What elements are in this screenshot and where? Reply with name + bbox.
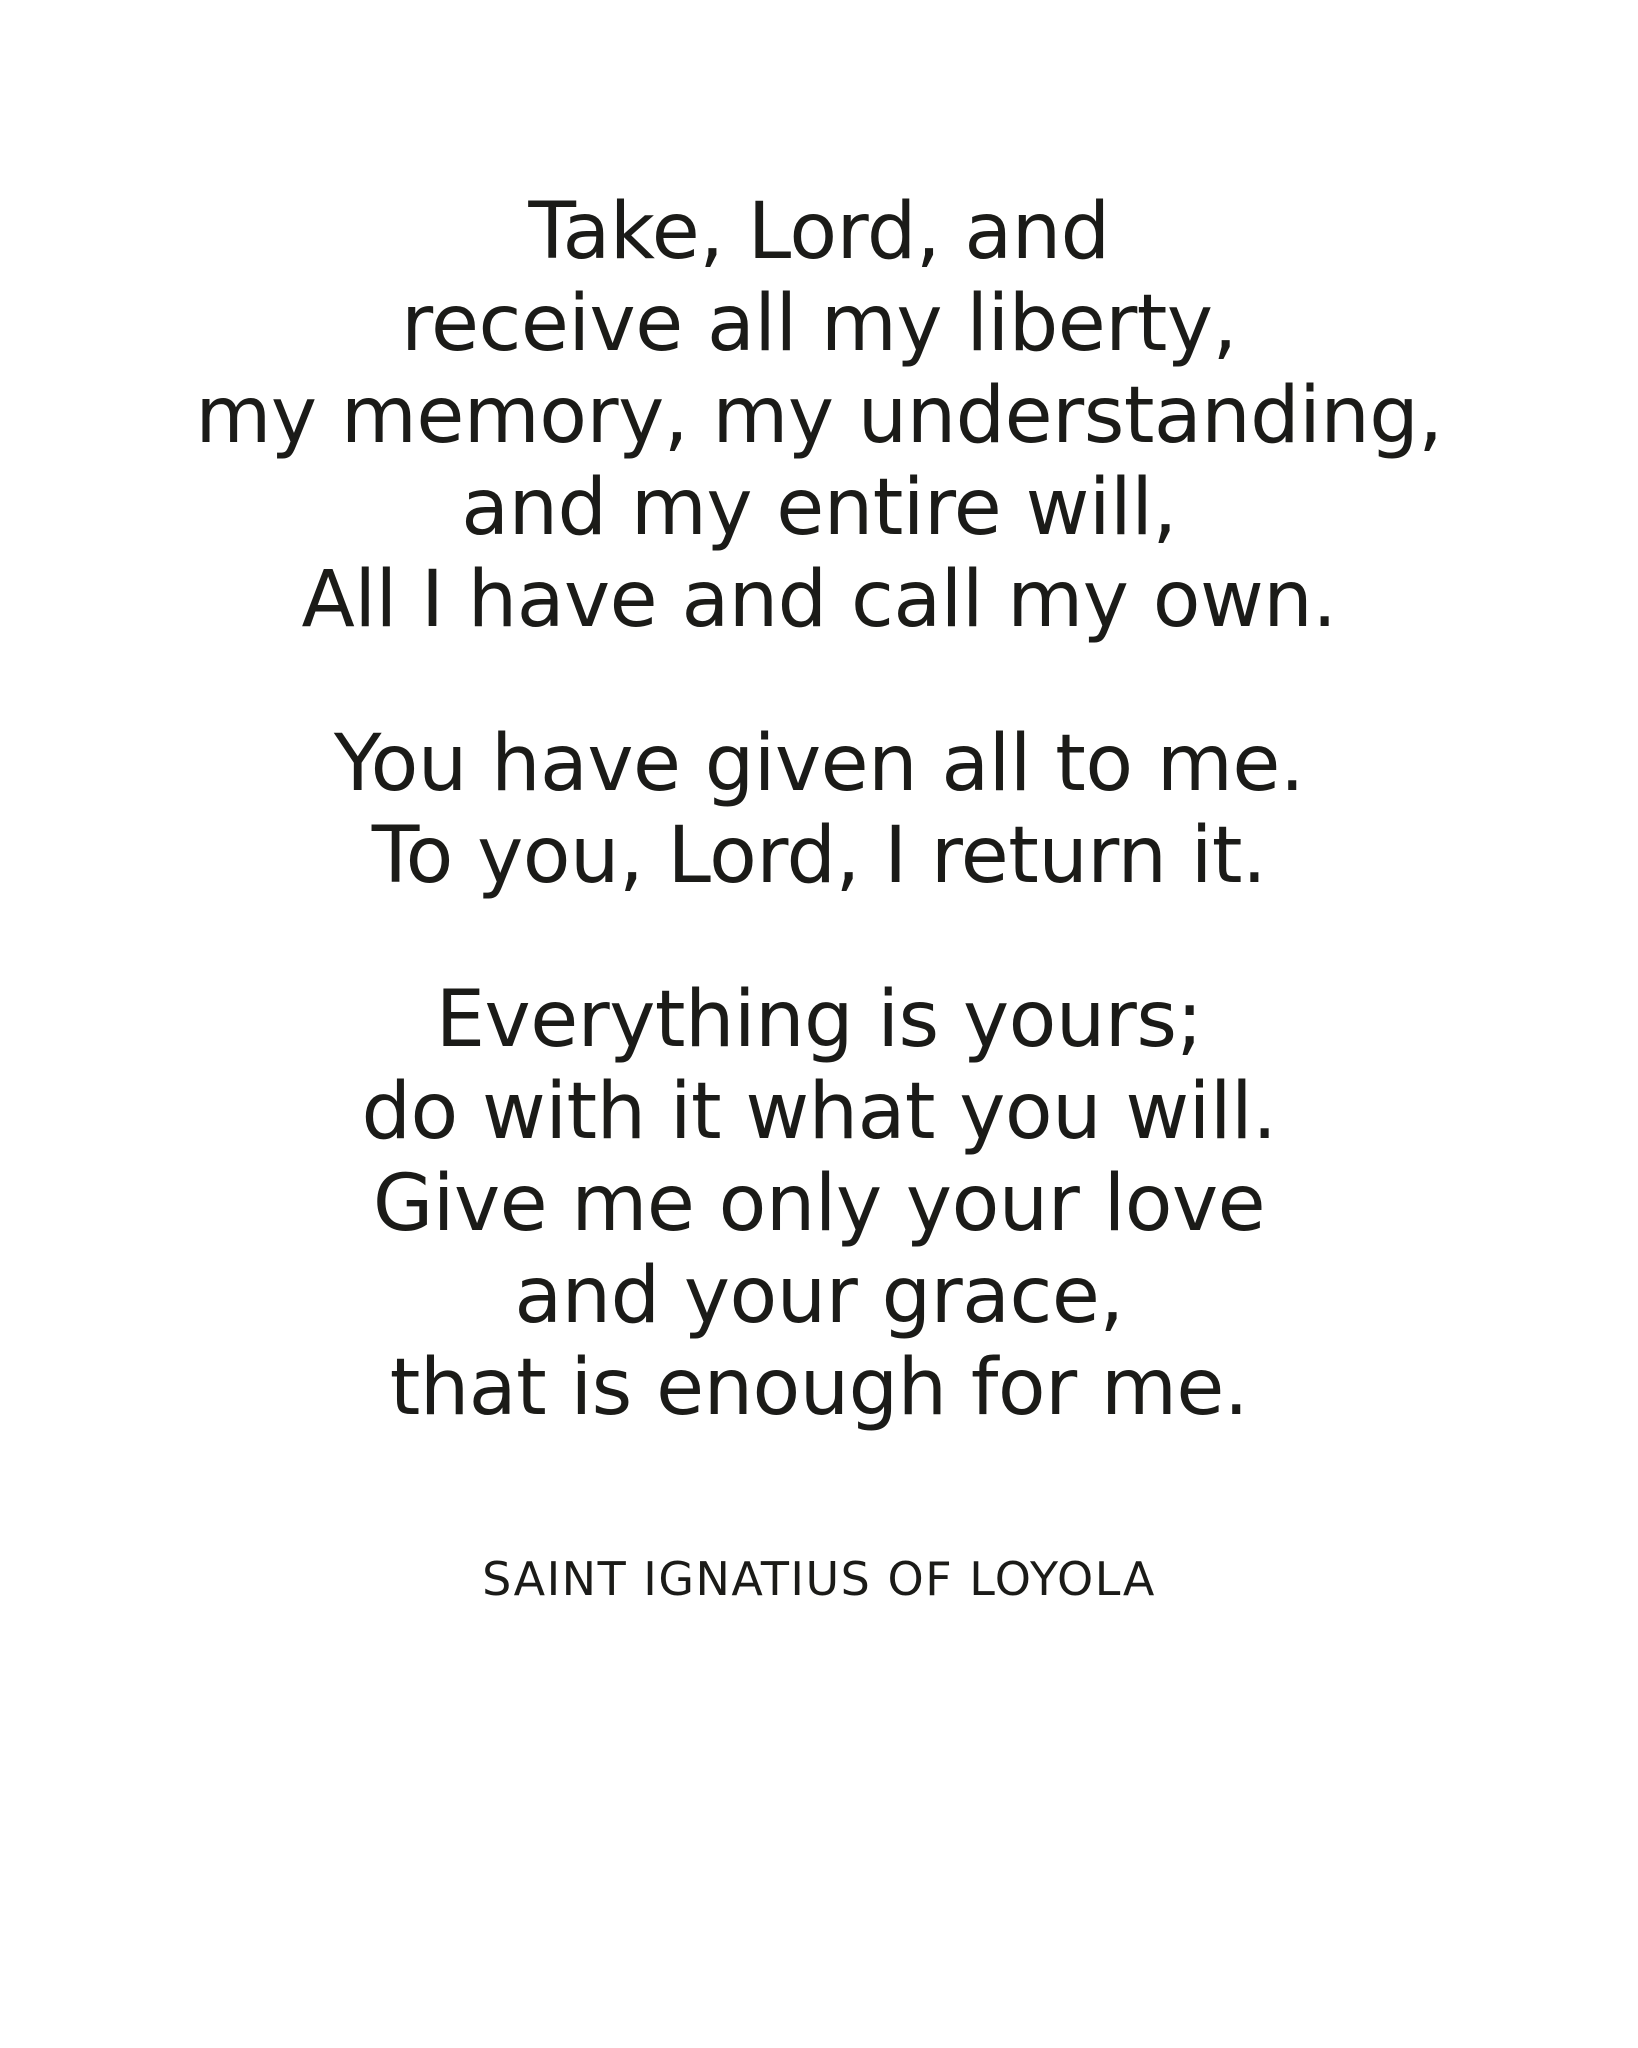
poem-line: my memory, my understanding, <box>195 371 1443 462</box>
poem-line: All I have and call my own. <box>301 555 1337 646</box>
poem-line: and my entire will, <box>461 463 1177 554</box>
attribution: SAINT IGNATIUS OF LOYOLA <box>482 1552 1156 1607</box>
poem-line: To you, Lord, I return it. <box>371 811 1267 902</box>
stanza-3 <box>0 974 1638 1434</box>
poem-line: do with it what you will. <box>361 1067 1277 1158</box>
poem-line: You have given all to me. <box>333 719 1305 810</box>
poem-line: receive all my liberty, <box>401 279 1237 370</box>
poem-line: and your grace, <box>514 1251 1124 1342</box>
stanza-1 <box>0 186 1638 646</box>
poem-line: that is enough for me. <box>389 1343 1249 1434</box>
stanza-2 <box>0 718 1638 902</box>
poem-line: Everything is yours; <box>435 975 1203 1066</box>
poem-line: Take, Lord, and <box>528 187 1110 277</box>
poem-line: Give me only your love <box>372 1159 1266 1250</box>
